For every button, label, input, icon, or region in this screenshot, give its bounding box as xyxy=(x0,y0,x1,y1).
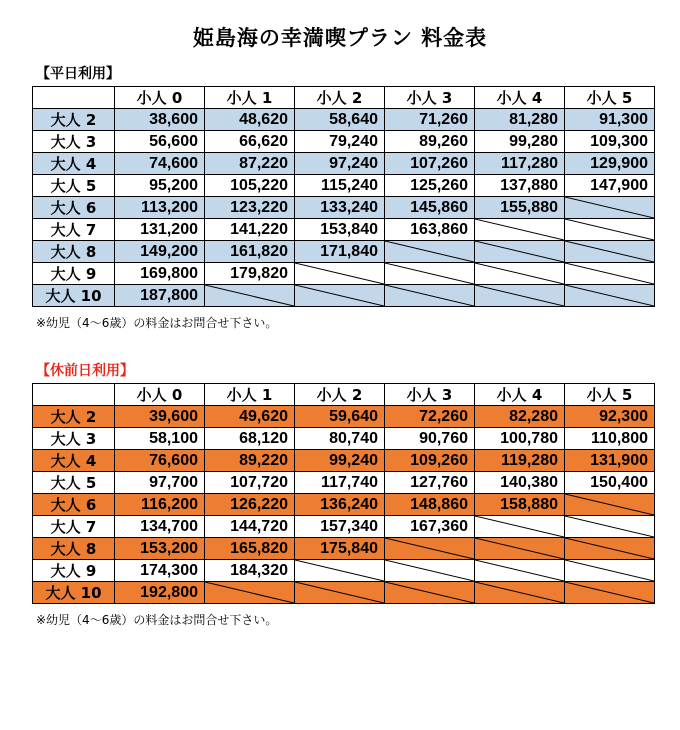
adult-count-label: 大人 3 xyxy=(33,428,115,450)
not-available-cell xyxy=(565,197,655,219)
price-cell: 58,640 xyxy=(295,109,385,131)
price-cell: 66,620 xyxy=(205,131,295,153)
table-row xyxy=(33,560,655,582)
adult-count-label: 大人 9 xyxy=(33,263,115,285)
adult-count-label: 大人 4 xyxy=(33,450,115,472)
adult-count-label: 大人 7 xyxy=(33,516,115,538)
child-count-header: 小人 4 xyxy=(475,384,565,406)
not-available-cell xyxy=(565,582,655,604)
not-available-cell xyxy=(475,285,565,307)
not-available-cell xyxy=(565,285,655,307)
price-cell: 92,300 xyxy=(565,406,655,428)
table-row xyxy=(33,494,655,516)
price-cell: 72,260 xyxy=(385,406,475,428)
table-row xyxy=(33,153,655,175)
not-available-cell xyxy=(565,263,655,285)
not-available-cell xyxy=(565,516,655,538)
price-cell: 56,600 xyxy=(115,131,205,153)
price-cell: 99,280 xyxy=(475,131,565,153)
price-cell: 107,260 xyxy=(385,153,475,175)
price-cell: 158,880 xyxy=(475,494,565,516)
price-cell: 167,360 xyxy=(385,516,475,538)
not-available-cell xyxy=(565,241,655,263)
price-cell: 58,100 xyxy=(115,428,205,450)
adult-count-label: 大人 7 xyxy=(33,219,115,241)
price-cell: 90,760 xyxy=(385,428,475,450)
not-available-cell xyxy=(295,263,385,285)
price-cell: 187,800 xyxy=(115,285,205,307)
price-cell: 171,840 xyxy=(295,241,385,263)
price-cell: 117,280 xyxy=(475,153,565,175)
child-count-header: 小人 4 xyxy=(475,87,565,109)
table-row xyxy=(33,131,655,153)
price-cell: 153,840 xyxy=(295,219,385,241)
price-cell: 95,200 xyxy=(115,175,205,197)
child-count-header: 小人 0 xyxy=(115,384,205,406)
price-cell: 91,300 xyxy=(565,109,655,131)
not-available-cell xyxy=(475,560,565,582)
page-title: 姫島海の幸満喫プラン 料金表 xyxy=(192,26,488,50)
weekday-section-label: 【平日利用】 xyxy=(36,66,120,82)
price-cell: 82,280 xyxy=(475,406,565,428)
not-available-cell xyxy=(475,538,565,560)
price-cell: 87,220 xyxy=(205,153,295,175)
not-available-cell xyxy=(205,285,295,307)
table-row xyxy=(33,538,655,560)
price-cell: 175,840 xyxy=(295,538,385,560)
weekday-price-table xyxy=(32,86,655,307)
child-count-header: 小人 3 xyxy=(385,87,475,109)
holiday-section-label: 【休前日利用】 xyxy=(36,363,134,379)
price-cell: 136,240 xyxy=(295,494,385,516)
not-available-cell xyxy=(385,263,475,285)
table-row xyxy=(33,450,655,472)
price-cell: 165,820 xyxy=(205,538,295,560)
price-cell: 68,120 xyxy=(205,428,295,450)
price-cell: 38,600 xyxy=(115,109,205,131)
table-row xyxy=(33,285,655,307)
price-cell: 147,900 xyxy=(565,175,655,197)
price-cell: 125,260 xyxy=(385,175,475,197)
price-cell: 105,220 xyxy=(205,175,295,197)
not-available-cell xyxy=(475,516,565,538)
price-cell: 89,220 xyxy=(205,450,295,472)
not-available-cell xyxy=(475,241,565,263)
table-row xyxy=(33,219,655,241)
weekday-note: ※幼児（4～6歳）の料金はお問合せ下さい。 xyxy=(36,316,278,330)
price-cell: 137,880 xyxy=(475,175,565,197)
not-available-cell xyxy=(475,582,565,604)
price-cell: 100,780 xyxy=(475,428,565,450)
price-cell: 79,240 xyxy=(295,131,385,153)
price-cell: 184,320 xyxy=(205,560,295,582)
child-count-header: 小人 5 xyxy=(565,87,655,109)
table-row xyxy=(33,197,655,219)
child-count-header: 小人 0 xyxy=(115,87,205,109)
price-cell: 115,240 xyxy=(295,175,385,197)
table-row xyxy=(33,263,655,285)
table-row xyxy=(33,406,655,428)
not-available-cell xyxy=(565,494,655,516)
adult-count-label: 大人 3 xyxy=(33,131,115,153)
price-cell: 119,280 xyxy=(475,450,565,472)
adult-count-label: 大人 10 xyxy=(33,582,115,604)
not-available-cell xyxy=(295,582,385,604)
table-row xyxy=(33,516,655,538)
price-cell: 109,300 xyxy=(565,131,655,153)
adult-count-label: 大人 4 xyxy=(33,153,115,175)
price-cell: 133,240 xyxy=(295,197,385,219)
adult-count-label: 大人 6 xyxy=(33,197,115,219)
price-cell: 107,720 xyxy=(205,472,295,494)
not-available-cell xyxy=(295,560,385,582)
not-available-cell xyxy=(565,219,655,241)
adult-count-label: 大人 10 xyxy=(33,285,115,307)
not-available-cell xyxy=(475,219,565,241)
price-cell: 140,380 xyxy=(475,472,565,494)
price-cell: 148,860 xyxy=(385,494,475,516)
price-cell: 129,900 xyxy=(565,153,655,175)
not-available-cell xyxy=(385,241,475,263)
table-row xyxy=(33,428,655,450)
corner-cell xyxy=(33,87,115,109)
price-cell: 144,720 xyxy=(205,516,295,538)
not-available-cell xyxy=(385,538,475,560)
price-cell: 174,300 xyxy=(115,560,205,582)
price-cell: 192,800 xyxy=(115,582,205,604)
child-count-header: 小人 1 xyxy=(205,384,295,406)
not-available-cell xyxy=(385,560,475,582)
price-cell: 116,200 xyxy=(115,494,205,516)
adult-count-label: 大人 5 xyxy=(33,472,115,494)
price-cell: 80,740 xyxy=(295,428,385,450)
price-cell: 81,280 xyxy=(475,109,565,131)
price-cell: 113,200 xyxy=(115,197,205,219)
price-cell: 134,700 xyxy=(115,516,205,538)
price-cell: 127,760 xyxy=(385,472,475,494)
not-available-cell xyxy=(385,582,475,604)
price-cell: 126,220 xyxy=(205,494,295,516)
corner-cell xyxy=(33,384,115,406)
table-row xyxy=(33,175,655,197)
table-row xyxy=(33,582,655,604)
price-cell: 74,600 xyxy=(115,153,205,175)
price-cell: 163,860 xyxy=(385,219,475,241)
child-count-header: 小人 2 xyxy=(295,87,385,109)
price-cell: 145,860 xyxy=(385,197,475,219)
adult-count-label: 大人 2 xyxy=(33,406,115,428)
price-cell: 39,600 xyxy=(115,406,205,428)
adult-count-label: 大人 2 xyxy=(33,109,115,131)
price-cell: 153,200 xyxy=(115,538,205,560)
price-cell: 155,880 xyxy=(475,197,565,219)
price-cell: 141,220 xyxy=(205,219,295,241)
price-cell: 131,900 xyxy=(565,450,655,472)
price-cell: 71,260 xyxy=(385,109,475,131)
not-available-cell xyxy=(565,560,655,582)
price-cell: 157,340 xyxy=(295,516,385,538)
price-cell: 76,600 xyxy=(115,450,205,472)
adult-count-label: 大人 6 xyxy=(33,494,115,516)
price-cell: 131,200 xyxy=(115,219,205,241)
table-row xyxy=(33,472,655,494)
child-count-header: 小人 3 xyxy=(385,384,475,406)
price-cell: 161,820 xyxy=(205,241,295,263)
header-row xyxy=(33,87,655,109)
adult-count-label: 大人 5 xyxy=(33,175,115,197)
not-available-cell xyxy=(295,285,385,307)
price-cell: 110,800 xyxy=(565,428,655,450)
table-row xyxy=(33,241,655,263)
not-available-cell xyxy=(565,538,655,560)
price-cell: 99,240 xyxy=(295,450,385,472)
price-cell: 97,240 xyxy=(295,153,385,175)
price-cell: 150,400 xyxy=(565,472,655,494)
not-available-cell xyxy=(205,582,295,604)
holiday-price-table xyxy=(32,383,655,604)
price-cell: 123,220 xyxy=(205,197,295,219)
price-cell: 49,620 xyxy=(205,406,295,428)
price-cell: 117,740 xyxy=(295,472,385,494)
not-available-cell xyxy=(385,285,475,307)
adult-count-label: 大人 8 xyxy=(33,538,115,560)
child-count-header: 小人 2 xyxy=(295,384,385,406)
price-cell: 149,200 xyxy=(115,241,205,263)
holiday-note: ※幼児（4～6歳）の料金はお問合せ下さい。 xyxy=(36,613,278,627)
price-cell: 169,800 xyxy=(115,263,205,285)
price-cell: 179,820 xyxy=(205,263,295,285)
price-cell: 48,620 xyxy=(205,109,295,131)
header-row xyxy=(33,384,655,406)
price-cell: 97,700 xyxy=(115,472,205,494)
adult-count-label: 大人 9 xyxy=(33,560,115,582)
child-count-header: 小人 1 xyxy=(205,87,295,109)
table-row xyxy=(33,109,655,131)
child-count-header: 小人 5 xyxy=(565,384,655,406)
adult-count-label: 大人 8 xyxy=(33,241,115,263)
price-cell: 89,260 xyxy=(385,131,475,153)
price-cell: 109,260 xyxy=(385,450,475,472)
price-cell: 59,640 xyxy=(295,406,385,428)
not-available-cell xyxy=(475,263,565,285)
